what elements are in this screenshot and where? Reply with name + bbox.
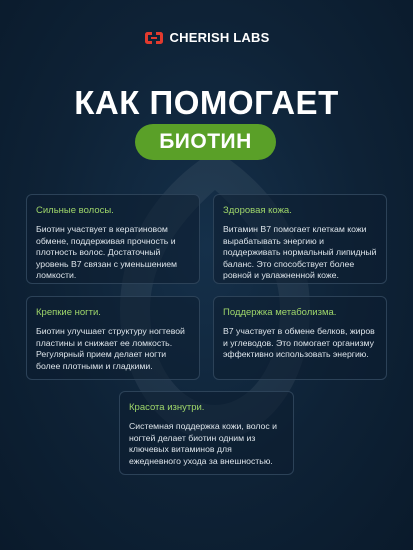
card-body: B7 участвует в обмене белков, жиров и углеводов. Это помогает организму эффективно использовать энергию. xyxy=(223,326,375,360)
card-title: Красота изнутри. xyxy=(129,402,205,413)
benefit-card-beauty xyxy=(119,391,294,475)
page-headline: КАК ПОМОГАЕТ xyxy=(74,84,339,121)
card-body: Биотин улучшает структуру ногтевой пластины и снижает ее ломкость. Регулярный прием делает ногти более плотными и гладкими. xyxy=(36,326,185,371)
card-title: Поддержка метаболизма. xyxy=(223,307,337,318)
cherish-logo-icon xyxy=(144,31,164,45)
brand-logo xyxy=(0,30,413,45)
card-body: Системная поддержка кожи, волос и ногтей делает биотин одним из ключевых витаминов для ежедневного ухода за внешностью. xyxy=(129,421,277,466)
benefit-card-hair xyxy=(26,194,200,284)
card-title: Сильные волосы. xyxy=(36,205,114,216)
card-body: Биотин участвует в кератиновом обмене, поддерживая прочность и плотность волос. Достаточный уровень B7 связан с уменьшением ломкости. xyxy=(36,224,178,281)
card-title: Крепкие ногти. xyxy=(36,307,101,318)
benefit-card-skin xyxy=(213,194,387,284)
biotin-pill-badge: БИОТИН xyxy=(135,124,276,160)
brand-name: CHERISH LABS xyxy=(169,30,270,45)
benefit-card-nails xyxy=(26,296,200,380)
benefit-card-metabolism xyxy=(213,296,387,380)
card-body: Витамин B7 помогает клеткам кожи вырабатывать энергию и поддерживать нормальный липидный баланс. Это способствует более ровной и увлажненной коже. xyxy=(223,224,377,281)
card-title: Здоровая кожа. xyxy=(223,205,292,216)
